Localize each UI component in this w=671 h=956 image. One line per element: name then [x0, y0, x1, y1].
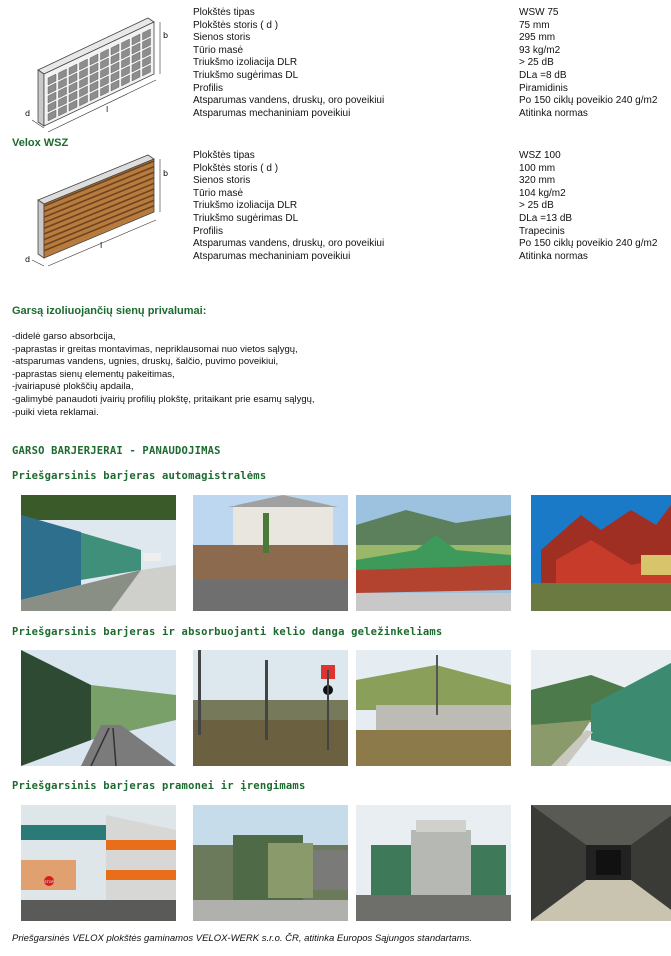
wsw-panel-diagram: [20, 8, 180, 133]
spec-value: WSW 75: [519, 7, 559, 18]
photo-highway-barrier-1: [21, 495, 176, 611]
spec-label: Profilis: [193, 225, 224, 237]
advantage-item: -paprastas ir greitas montavimas, nepriklausomai nuo vietos sąlygų,: [12, 343, 298, 355]
wsz-spec-table: [193, 150, 657, 263]
spec-row: [193, 57, 657, 70]
spec-row: [193, 200, 657, 213]
advantage-item: -didelė garso absorbcija,: [12, 331, 116, 342]
photo-highway-barrier-4: [531, 495, 671, 611]
wsz-panel-diagram: [20, 150, 180, 275]
photo-railway-barrier-2: [193, 650, 348, 766]
spec-label: Triukšmo sugėrimas DL: [193, 212, 299, 224]
spec-row: [193, 213, 657, 226]
spec-row: [193, 83, 657, 96]
spec-label: Triukšmo izoliacija DLR: [193, 57, 298, 69]
dim-d-label: d: [25, 109, 31, 118]
section-title-highways: Priešgarsinis barjeras automagistralėms: [12, 470, 267, 482]
spec-value: 104 kg/m2: [519, 187, 566, 199]
spec-row: [193, 251, 657, 264]
spec-label: Tūrio masė: [193, 44, 244, 56]
spec-row: [193, 238, 657, 251]
spec-value: 295 mm: [519, 32, 556, 44]
spec-label: Atsparumas vandens, druskų, oro poveikiui: [193, 95, 385, 107]
spec-value: 75 mm: [519, 19, 550, 31]
spec-value: Po 150 ciklų poveikio 240 g/m2: [519, 95, 658, 107]
photo-railway-barrier-1: [21, 650, 176, 766]
photo-industry-barrier-1: [21, 805, 176, 921]
spec-value: Atitinka normas: [519, 250, 588, 262]
spec-row: [193, 70, 657, 83]
spec-row: [193, 95, 657, 108]
spec-label: Plokštės tipas: [193, 7, 255, 18]
spec-value: Atitinka normas: [519, 107, 588, 119]
spec-value: 320 mm: [519, 175, 556, 187]
spec-row: [193, 32, 657, 45]
spec-label: Profilis: [193, 82, 224, 94]
spec-value: 100 mm: [519, 162, 556, 174]
footer-note: Priešgarsinės VELOX plokštės gaminamos VELOX-WERK s.r.o. ČR, atitinka Europos Sąjungos standartams.: [12, 933, 473, 944]
spec-row: [193, 7, 657, 20]
advantages-list: [12, 331, 315, 419]
dim-l-label: l: [106, 105, 109, 114]
wsw-spec-table: [193, 7, 657, 120]
dim-l-label-2: l: [100, 241, 103, 250]
photo-industry-barrier-2: [193, 805, 348, 921]
spec-value: DLa =8 dB: [519, 69, 567, 81]
advantage-item: -atsparumas vandens, ugnies, druskų, šalčio, puvimo poveikiui,: [12, 356, 279, 368]
spec-row: [193, 108, 657, 121]
dim-b-label: b: [163, 31, 169, 40]
dim-b-label-2: b: [163, 169, 169, 178]
spec-row: [193, 45, 657, 58]
photo-railway-barrier-3: [356, 650, 511, 766]
advantage-item: -puiki vieta reklamai.: [12, 406, 99, 418]
spec-value: WSZ 100: [519, 150, 561, 161]
spec-label: Sienos storis: [193, 32, 251, 44]
spec-value: Piramidinis: [519, 82, 568, 94]
spec-value: Trapecinis: [519, 225, 565, 237]
spec-value: DLa =13 dB: [519, 212, 573, 224]
spec-label: Atsparumas vandens, druskų, oro poveikiui: [193, 238, 385, 250]
spec-value: > 25 dB: [519, 57, 554, 69]
spec-label: Triukšmo izoliacija DLR: [193, 200, 298, 212]
spec-row: [193, 226, 657, 239]
spec-row: [193, 20, 657, 33]
spec-label: Sienos storis: [193, 175, 251, 187]
dim-d-label-2: d: [25, 255, 31, 264]
advantage-item: -paprastas sienų elementų pakeitimas,: [12, 368, 175, 380]
photo-highway-barrier-3: [356, 495, 511, 611]
usage-title: GARSO BARJERJERAI - PANAUDOJIMAS: [12, 445, 221, 457]
spec-label: Plokštės tipas: [193, 150, 255, 161]
photo-highway-barrier-2: [193, 495, 348, 611]
photo-industry-barrier-4: [531, 805, 671, 921]
spec-label: Plokštės storis ( d ): [193, 162, 279, 174]
photo-industry-barrier-3: [356, 805, 511, 921]
advantage-item: -galimybė panaudoti įvairių profilių plokštę, pritaikant prie esamų sąlygų,: [12, 393, 315, 405]
section-title-railways: Priešgarsinis barjeras ir absorbuojanti kelio danga geležinkeliams: [12, 626, 443, 638]
spec-label: Triukšmo sugėrimas DL: [193, 69, 299, 81]
spec-row: [193, 150, 657, 163]
advantage-item: -įvairiapusė plokščių apdaila,: [12, 381, 134, 393]
section-title-industry: Priešgarsinis barjeras pramonei ir įrengimams: [12, 780, 306, 792]
spec-value: > 25 dB: [519, 200, 554, 212]
stop-sign-text: STOP: [44, 880, 54, 884]
advantages-title: Garsą izoliuojančių sienų privalumai:: [12, 305, 207, 317]
spec-value: Po 150 ciklų poveikio 240 g/m2: [519, 238, 658, 250]
wsz-title: Velox WSZ: [12, 137, 69, 149]
spec-label: Plokštės storis ( d ): [193, 19, 279, 31]
spec-value: 93 kg/m2: [519, 44, 561, 56]
spec-row: [193, 188, 657, 201]
spec-row: [193, 163, 657, 176]
spec-row: [193, 175, 657, 188]
spec-label: Atsparumas mechaniniam poveikiui: [193, 250, 351, 262]
spec-label: Atsparumas mechaniniam poveikiui: [193, 107, 351, 119]
photo-railway-barrier-4: [531, 650, 671, 766]
spec-label: Tūrio masė: [193, 187, 244, 199]
